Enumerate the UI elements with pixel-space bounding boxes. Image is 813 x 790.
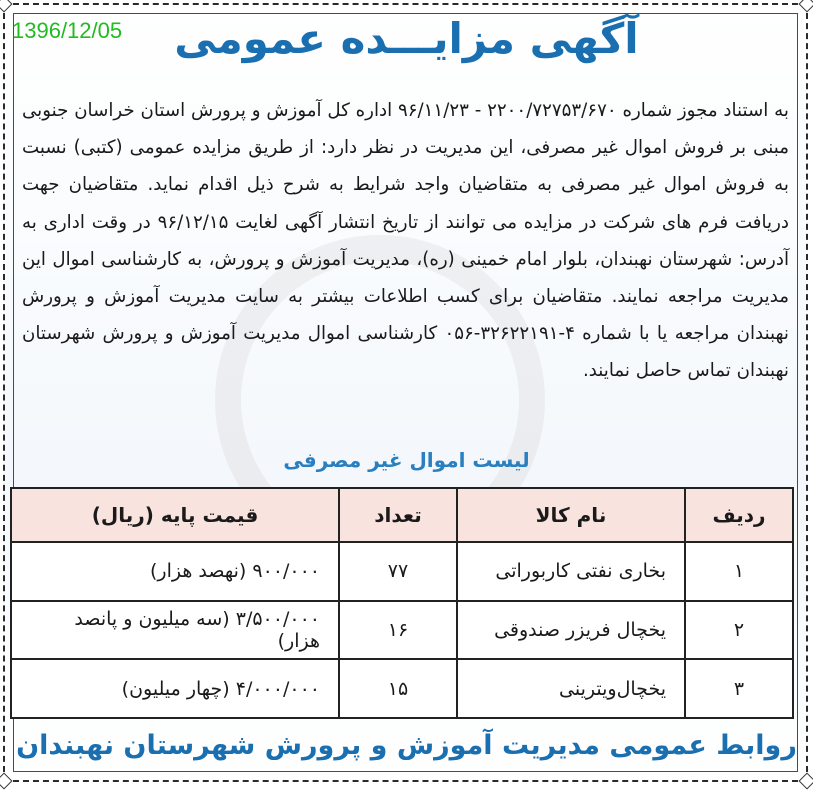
- item-name: یخچال‌ویترینی: [457, 659, 685, 718]
- table-row: [11, 542, 793, 601]
- item-name: بخاری نفتی کاربوراتی: [457, 542, 685, 601]
- header-item-name: نام کالا: [457, 488, 685, 542]
- item-quantity: ۱۵: [339, 659, 457, 718]
- item-price: ۹۰۰/۰۰۰ (نهصد هزار): [11, 542, 339, 601]
- item-price: ۴/۰۰۰/۰۰۰ (چهار میلیون): [11, 659, 339, 718]
- header-quantity: تعداد: [339, 488, 457, 542]
- footer-publisher: روابط عمومی مدیریت آموزش و پرورش شهرستان نهبندان: [16, 730, 797, 761]
- corner-ornament-top-left: [0, 0, 12, 12]
- item-price: ۳/۵۰۰/۰۰۰ (سه میلیون و پانصد هزار): [11, 601, 339, 660]
- row-number: ۲: [685, 601, 793, 660]
- notice-body: به استناد مجوز شماره ۲۲۰۰/۷۲۷۵۳/۶۷۰ - ۹۶/۱۱/۲۳ اداره کل آموزش و پرورش استان خراسان جنوبی مبنی بر فروش اموال غیر مصرفی، این مدیریت در نظر دارد: از طریق مزایده عمومی (کتبی) نسبت به فروش اموال غیر مصرفی به متقاضیان واجد شرایط به شرح ذیل اقدام نماید. متقاضیان جهت دریافت فرم های شرکت در مزایده می توانند از تاریخ انتشار آگهی لغایت ۹۶/۱۲/۱۵ در وقت اداری به آدرس: شهرستان نهبندان، بلوار امام خمینی (ره)، مدیریت آموزش و پرورش، به کارشناسی اموال این مدیریت مراجعه نمایند. متقاضیان برای کسب اطلاعات بیشتر به سایت مدیریت آموزش و پرورش نهبندان مراجعه یا با شماره ۴-۳۲۶۲۲۱۹۱-۰۵۶ کارشناسی اموال مدیریت آموزش و پرورش شهرستان نهبندان تماس حاصل نمایند.: [22, 100, 789, 382]
- table-header-row: [11, 488, 793, 542]
- header-row-number: ردیف: [685, 488, 793, 542]
- header-base-price: قیمت پایه (ریال): [11, 488, 339, 542]
- item-name: یخچال فریزر صندوقی: [457, 601, 685, 660]
- item-quantity: ۷۷: [339, 542, 457, 601]
- row-number: ۱: [685, 542, 793, 601]
- page-title: آگهی مزایـــده عمومی: [174, 14, 639, 63]
- table-row: [11, 659, 793, 718]
- corner-ornament-top-right: [799, 0, 813, 12]
- item-quantity: ۱۶: [339, 601, 457, 660]
- row-number: ۳: [685, 659, 793, 718]
- table-row: [11, 601, 793, 660]
- items-table: [10, 487, 794, 719]
- publish-date: 1396/12/05: [12, 18, 123, 43]
- list-heading: لیست اموال غیر مصرفی: [283, 448, 530, 472]
